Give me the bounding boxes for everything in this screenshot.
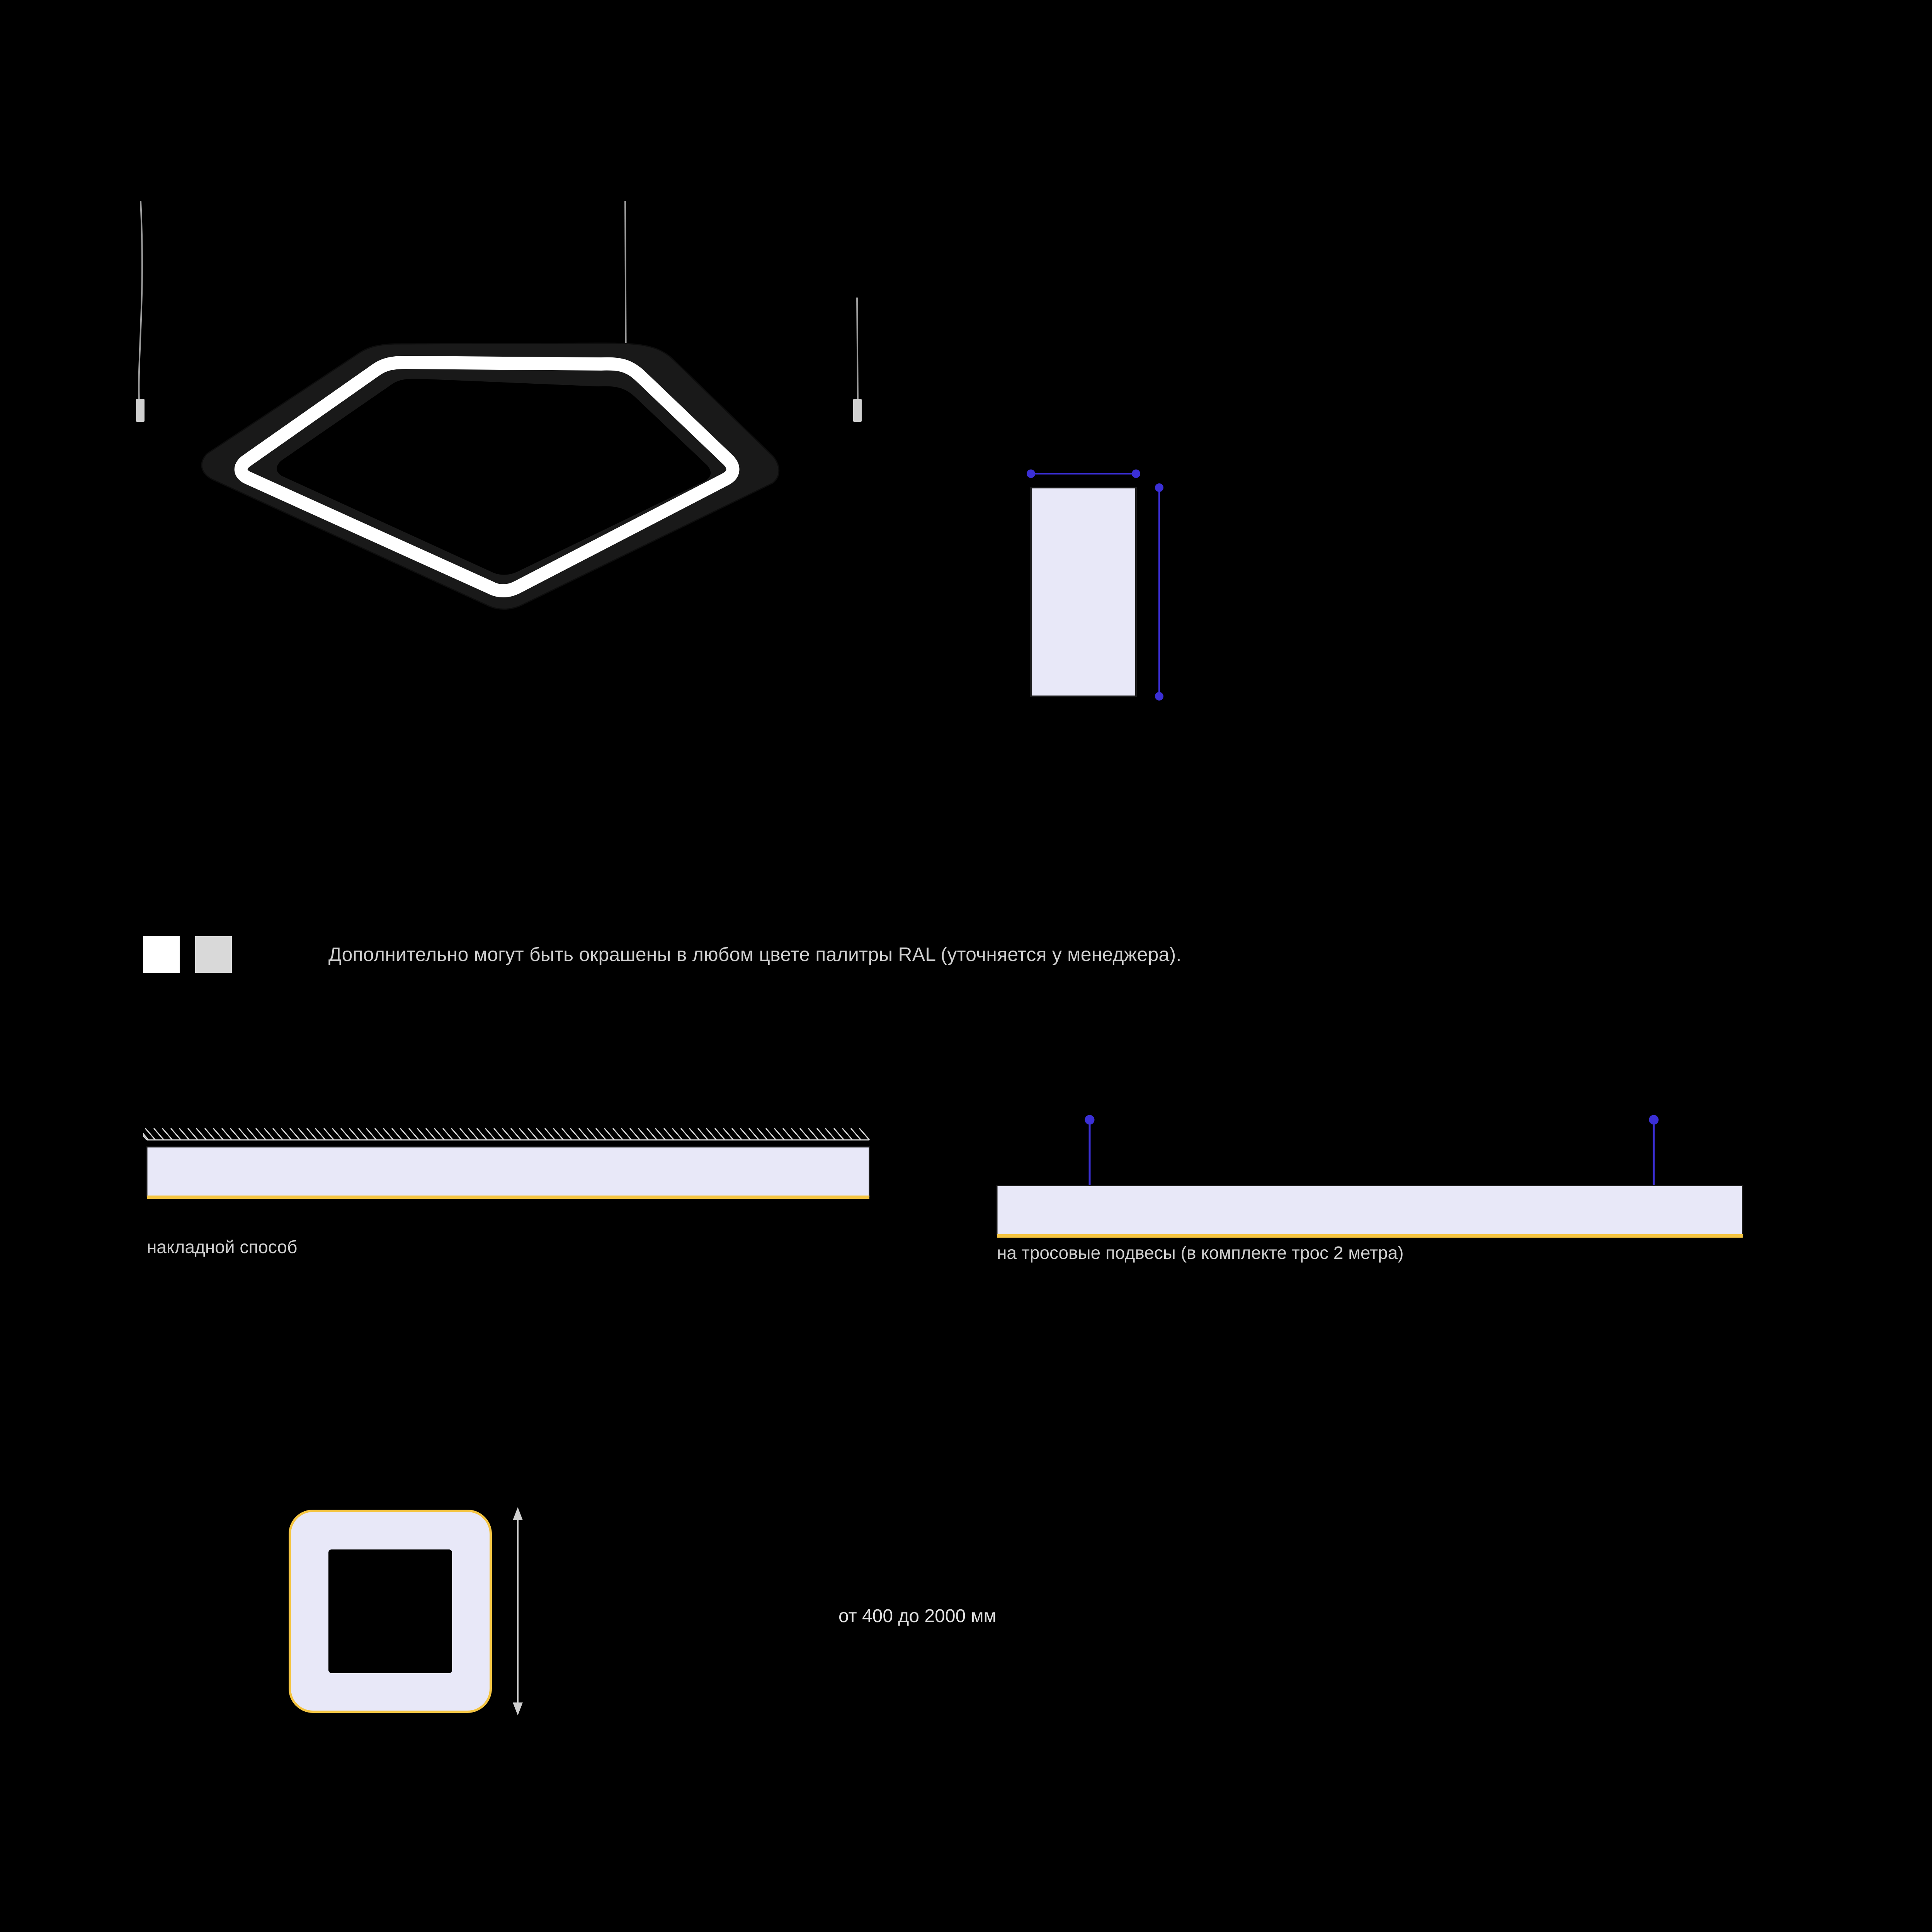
cable-suspensions xyxy=(1086,1116,1658,1186)
mount-caption-cable: на тросовые подвесы (в комплекте трос 2 метра) xyxy=(997,1243,1404,1263)
size-dimension-arrow xyxy=(514,1509,522,1713)
ral-swatch-grey xyxy=(195,936,232,973)
luminaire-body-rect xyxy=(997,1185,1743,1235)
profile-rect xyxy=(1031,488,1136,696)
mount-caption-surface: накладной способ xyxy=(147,1237,298,1257)
size-caption: от 400 до 2000 мм xyxy=(838,1606,997,1626)
ral-note-text: Дополнительно могут быть окрашены в любом цвете палитры RAL (уточняется у менеджера). xyxy=(328,944,1182,965)
size-frame-inner xyxy=(328,1549,452,1673)
hero-illustration xyxy=(100,185,951,804)
luminaire-body xyxy=(202,343,779,609)
led-strip xyxy=(997,1234,1743,1238)
led-strip xyxy=(147,1196,869,1199)
side-view-diagram xyxy=(1020,464,1236,742)
ral-swatch-white xyxy=(143,936,180,973)
ral-color-row xyxy=(143,920,1766,989)
mounting-cable-diagram xyxy=(993,1113,1766,1352)
size-diagram xyxy=(282,1503,1209,1743)
luminaire-body-rect xyxy=(147,1147,869,1196)
ral-swatches xyxy=(143,936,232,973)
height-dimension-arrow xyxy=(1156,484,1163,700)
mounting-surface-diagram xyxy=(143,1113,916,1352)
ceiling-hatch-strokes xyxy=(143,1128,869,1140)
width-dimension-arrow xyxy=(1027,470,1139,477)
